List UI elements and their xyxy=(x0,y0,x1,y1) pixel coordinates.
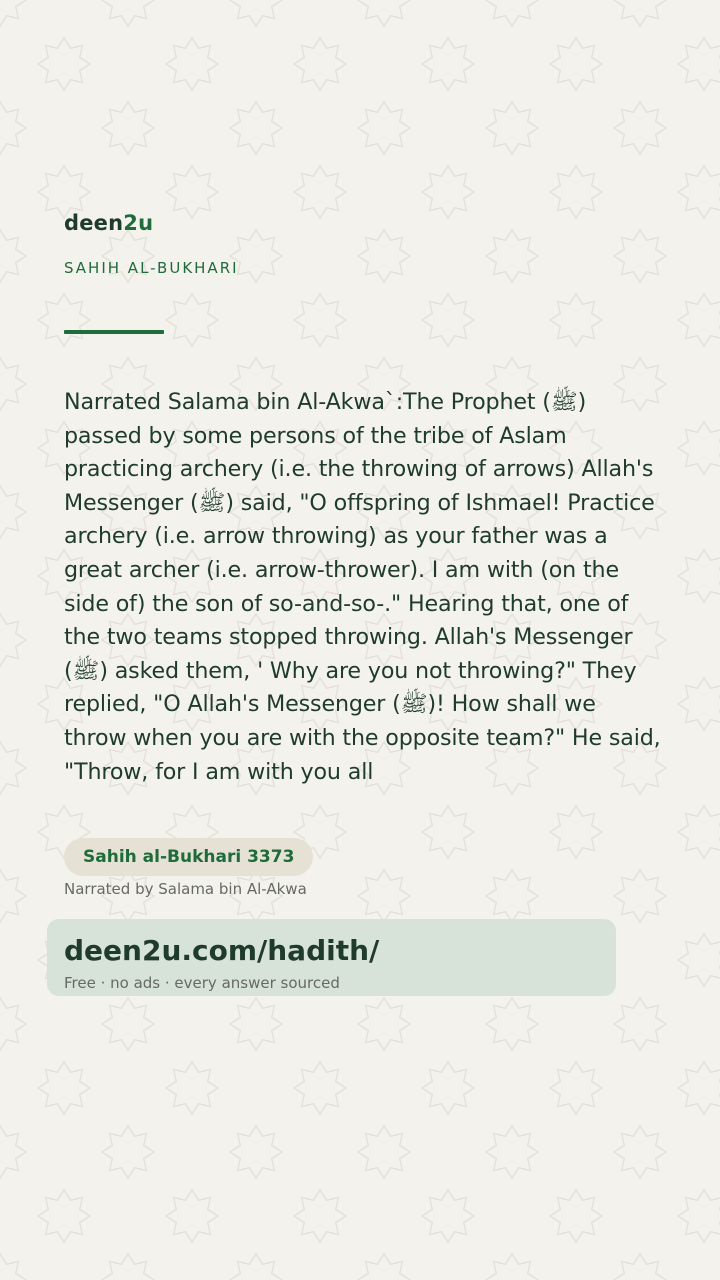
cta-card[interactable] xyxy=(47,919,616,996)
hadith-text: Narrated Salama bin Al-Akwa`:The Prophet (ﷺ) passed by some persons of the tribe of Aslam practicing archery (i.e. the throwing of arrows) Allah's Messenger (ﷺ) said, "O offspring of Ishmael! Practice archery (i.e. arrow throwing) as your father was a great archer (i.e. arrow-thrower). I am with (on the side of) the son of so-and-so-." Hearing that, one of the two teams stopped throwing. Allah's Messenger (ﷺ) asked them, ' Why are you not throwing?" They replied, "O Allah's Messenger (ﷺ)! How shall we throw when you are with the opposite team?" He said, "Throw, for I am with you all xyxy=(64,389,661,785)
brand-name-main: deen xyxy=(64,211,124,235)
divider-bar xyxy=(64,330,164,334)
narrator-line: Narrated by Salama bin Al-Akwa xyxy=(64,880,307,898)
cta-url-link[interactable]: deen2u.com/hadith/ xyxy=(64,934,380,967)
collection-label: SAHIH AL-BUKHARI xyxy=(64,259,239,277)
reference-badge: Sahih al-Bukhari 3373 xyxy=(64,838,313,876)
cta-tagline: Free · no ads · every answer sourced xyxy=(64,974,340,992)
brand-logo xyxy=(64,211,153,235)
brand-name-accent: 2u xyxy=(123,211,154,235)
